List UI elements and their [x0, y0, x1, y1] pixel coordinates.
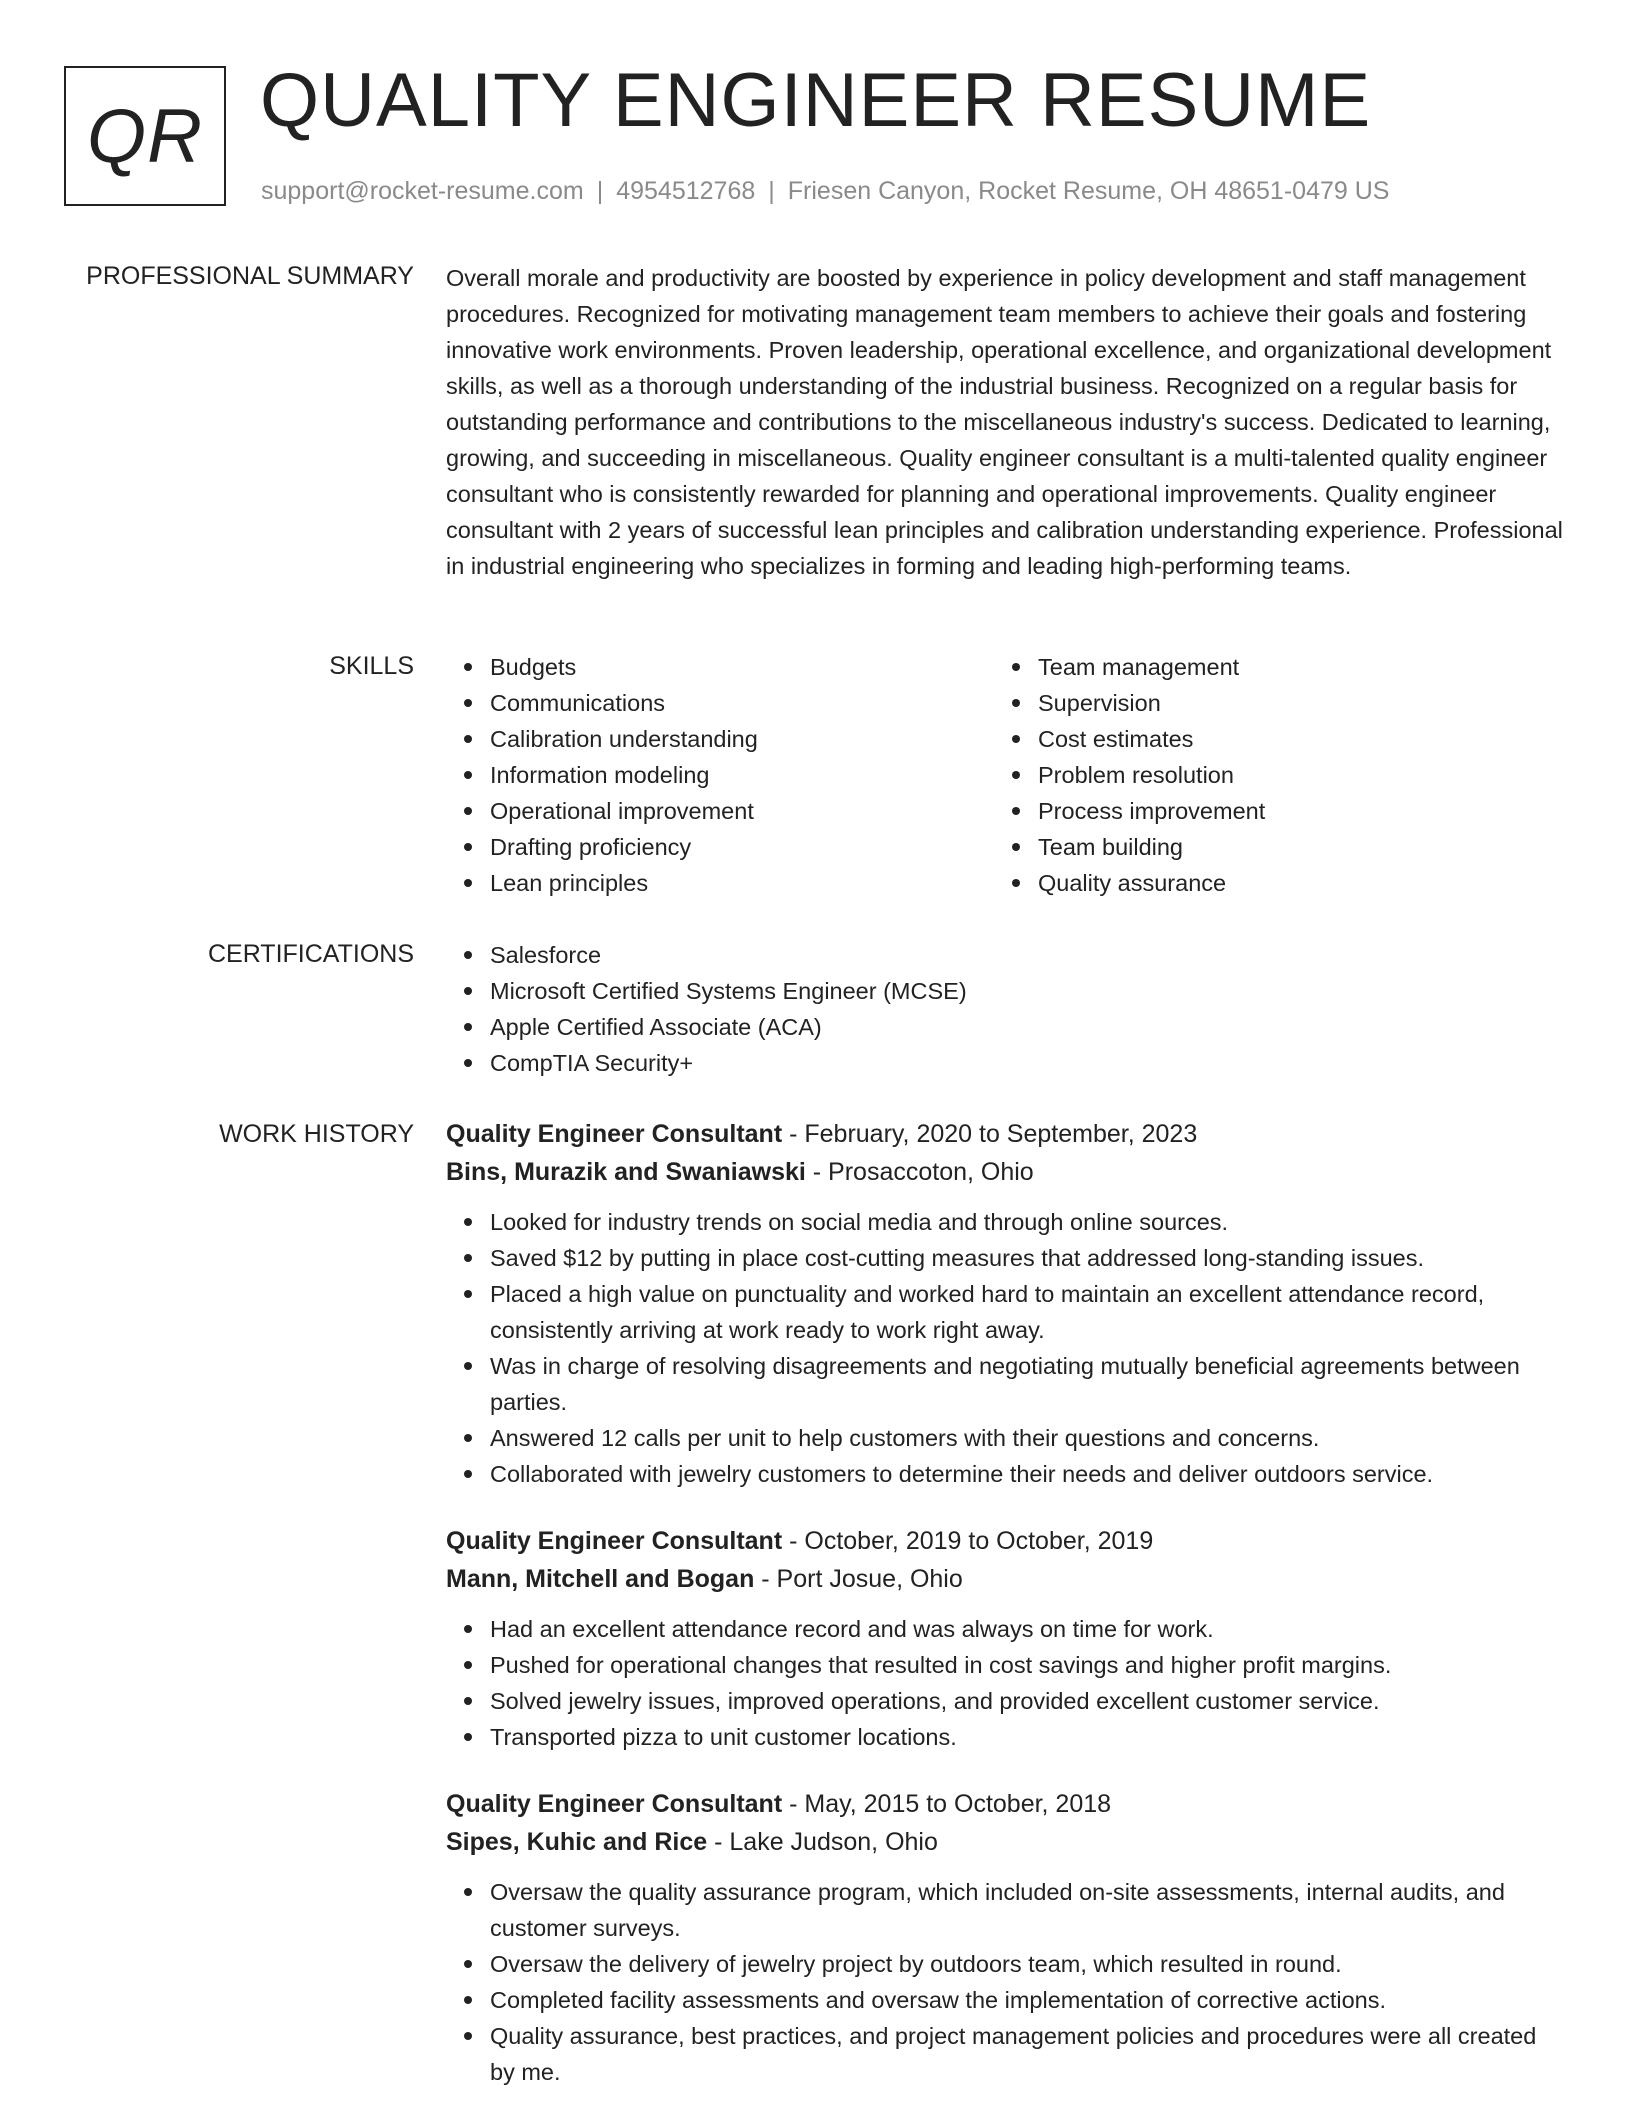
certification-item: Microsoft Certified Systems Engineer (MCSE) — [490, 973, 1566, 1009]
job-entry — [446, 1115, 1566, 1492]
skill-item: Operational improvement — [490, 793, 994, 829]
skill-item: Budgets — [490, 649, 994, 685]
skill-item: Team management — [1038, 649, 1542, 685]
skill-item: Calibration understanding — [490, 721, 994, 757]
job-location: - Port Josue, Ohio — [754, 1565, 963, 1593]
skill-item: Process improvement — [1038, 793, 1542, 829]
summary-body — [446, 260, 1566, 584]
job-bullet: Oversaw the quality assurance program, which included on-site assessments, internal audits, and customer surveys. — [490, 1874, 1566, 1946]
skill-item: Lean principles — [490, 865, 994, 901]
certifications-label: CERTIFICATIONS — [207, 940, 414, 968]
skills-column-left — [446, 649, 994, 901]
work-history-body — [446, 1115, 1566, 2120]
skill-item: Communications — [490, 685, 994, 721]
job-bullet: Solved jewelry issues, improved operations, and provided excellent customer service. — [490, 1683, 1566, 1719]
certification-item: Apple Certified Associate (ACA) — [490, 1009, 1566, 1045]
job-title-line — [446, 1115, 1566, 1153]
job-company-line — [446, 1153, 1566, 1191]
skills-label: SKILLS — [329, 652, 414, 680]
contact-address: Friesen Canyon, Rocket Resume, OH 48651-0479 US — [787, 177, 1390, 205]
contact-separator: | — [596, 177, 604, 205]
contact-line — [261, 174, 1389, 208]
job-title-line — [446, 1785, 1566, 1823]
job-company: Sipes, Kuhic and Rice — [446, 1828, 708, 1856]
job-location: - Lake Judson, Ohio — [707, 1828, 938, 1856]
job-title: Quality Engineer Consultant — [446, 1527, 783, 1555]
contact-email: support@rocket-resume.com — [261, 177, 584, 205]
certifications-body — [446, 937, 1566, 1081]
skill-item: Information modeling — [490, 757, 994, 793]
job-dates: - February, 2020 to September, 2023 — [782, 1120, 1198, 1148]
monogram-text: QR — [87, 93, 203, 179]
job-bullet: Placed a high value on punctuality and worked hard to maintain an excellent attendance record, consistently arriving at work ready to work right away. — [490, 1276, 1566, 1348]
skill-item: Problem resolution — [1038, 757, 1542, 793]
job-bullet: Looked for industry trends on social media and through online sources. — [490, 1204, 1566, 1240]
job-bullet: Pushed for operational changes that resulted in cost savings and higher profit margins. — [490, 1647, 1566, 1683]
skill-item: Quality assurance — [1038, 865, 1542, 901]
skills-body — [446, 649, 1566, 901]
job-title-line — [446, 1522, 1566, 1560]
job-title: Quality Engineer Consultant — [446, 1120, 783, 1148]
job-bullet: Had an excellent attendance record and was always on time for work. — [490, 1611, 1566, 1647]
job-title: Quality Engineer Consultant — [446, 1790, 783, 1818]
job-location: - Prosaccoton, Ohio — [805, 1158, 1034, 1186]
certification-item: CompTIA Security+ — [490, 1045, 1566, 1081]
job-bullet: Collaborated with jewelry customers to determine their needs and deliver outdoors service. — [490, 1456, 1566, 1492]
monogram-logo — [64, 66, 226, 206]
work-history-label: WORK HISTORY — [219, 1120, 414, 1148]
skills-column-right — [994, 649, 1542, 901]
resume-title: QUALITY ENGINEER RESUME — [260, 58, 1372, 143]
certification-item: Salesforce — [490, 937, 1566, 973]
contact-phone: 4954512768 — [616, 177, 756, 205]
contact-separator: | — [768, 177, 775, 205]
summary-label: PROFESSIONAL SUMMARY — [86, 262, 414, 290]
job-entry — [446, 1522, 1566, 1755]
job-company: Bins, Murazik and Swaniawski — [446, 1158, 806, 1186]
job-company-line — [446, 1823, 1566, 1861]
job-dates: - October, 2019 to October, 2019 — [782, 1527, 1154, 1555]
skill-item: Drafting proficiency — [490, 829, 994, 865]
skill-item: Cost estimates — [1038, 721, 1542, 757]
job-bullet: Oversaw the delivery of jewelry project by outdoors team, which resulted in round. — [490, 1946, 1566, 1982]
job-company-line — [446, 1560, 1566, 1598]
job-company: Mann, Mitchell and Bogan — [446, 1565, 755, 1593]
job-bullet: Saved $12 by putting in place cost-cutting measures that addressed long-standing issues. — [490, 1240, 1566, 1276]
job-bullet: Answered 12 calls per unit to help customers with their questions and concerns. — [490, 1420, 1566, 1456]
skill-item: Team building — [1038, 829, 1542, 865]
job-entry — [446, 1785, 1566, 2090]
job-bullet: Quality assurance, best practices, and project management policies and procedures were all created by me. — [490, 2018, 1566, 2090]
job-dates: - May, 2015 to October, 2018 — [782, 1790, 1112, 1818]
job-bullet: Was in charge of resolving disagreements and negotiating mutually beneficial agreements between parties. — [490, 1348, 1566, 1420]
job-bullet: Completed facility assessments and oversaw the implementation of corrective actions. — [490, 1982, 1566, 2018]
job-bullet: Transported pizza to unit customer locations. — [490, 1719, 1566, 1755]
skill-item: Supervision — [1038, 685, 1542, 721]
summary-text: Overall morale and productivity are boosted by experience in policy development and staff management procedures. Recognized for motivating management team members to achieve their goals and fostering innovative work environments. Proven leadership, operational excellence, and organizational development skills, as well as a thorough understanding of the industrial business. Recognized on a regular basis for outstanding performance and contributions to the miscellaneous industry's success. Dedicated to learning, growing, and succeeding in miscellaneous. Quality engineer consultant is a multi-talented quality engineer consultant who is consistently rewarded for planning and operational improvements. Quality engineer consultant with 2 years of successful lean principles and calibration understanding experience. Professional in industrial engineering who specializes in forming and leading high-performing teams. — [446, 265, 1563, 579]
